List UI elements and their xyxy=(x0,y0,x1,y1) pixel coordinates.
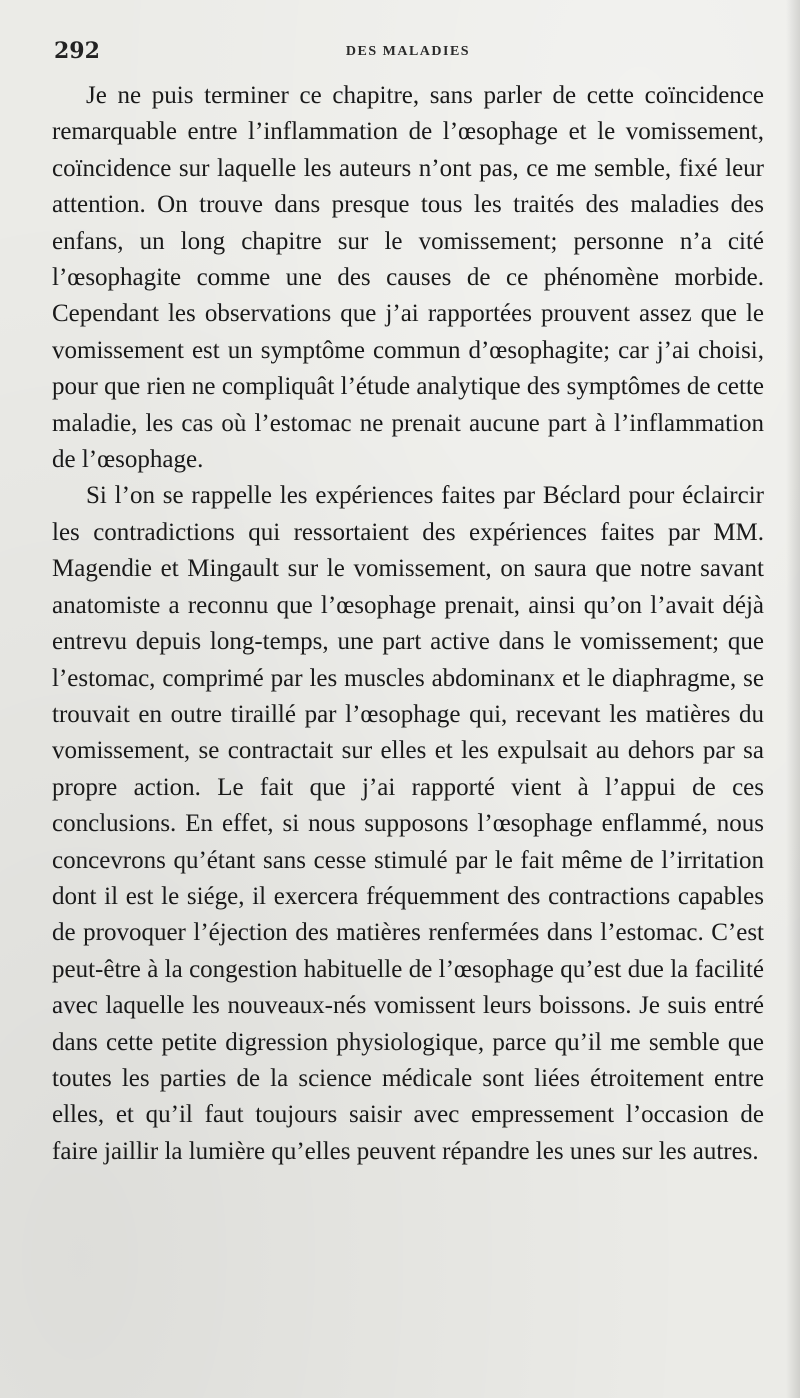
page-edge-shadow xyxy=(786,0,800,1398)
page-number: 292 xyxy=(54,38,100,64)
paragraph-1: Je ne puis terminer ce chapitre, sans parler de cette coïncidence remarquable entre l’inflammation de l’œsophage et le vomissement, coïncidence sur laquelle les auteurs n’ont pas, ce me semble, fixé leur attention. On trouve dans presque tous les traités des maladies des enfans, un long chapitre sur le vomissement; personne n’a cité l’œsophagite comme une des causes de ce phénomène morbide. Cependant les observations que j’ai rapportées prouvent assez que le vomissement est un symptôme commun d’œsophagite; car j’ai choisi, pour que rien ne compliquât l’étude analytique des symptômes de cette maladie, les cas où l’estomac ne prenait aucune part à l’inflammation de l’œsophage. xyxy=(52,82,764,474)
paragraph-2: Si l’on se rappelle les expériences faites par Béclard pour éclaircir les contradictions qui ressortaient des expériences faites par MM. Magendie et Mingault sur le vomissement, on saura que notre savant anatomiste a reconnu que l’œsophage prenait, ainsi qu’on l’avait déjà entrevu depuis long-temps, une part active dans le vomissement; que l’estomac, comprimé par les muscles abdominanx et le diaphragme, se trouvait en outre tiraillé par l’œsophage qui, recevant les matières du vomissement, se contractait sur elles et les expulsait au dehors par sa propre action. Le fait que j’ai rapporté vient à l’appui de ces conclusions. En effet, si nous supposons l’œsophage enflammé, nous concevrons qu’étant sans cesse stimulé par le fait même de l’irritation dont il est le siége, il exercera fréquemment des contractions capables de provoquer l’éjection des matières renfermées dans l’estomac. C’est peut-être à la congestion habituelle de l’œsophage qu’est due la facilité avec laquelle les nouveaux-nés vomissent leurs boissons. Je suis entré dans cette petite digression physiologique, parce qu’il me semble que toutes les parties de la science médicale sont liées étroitement entre elles, et qu’il faut toujours saisir avec empressement l’occasion de faire jaillir la lumière qu’elles peuvent répandre les unes sur les autres. xyxy=(52,482,764,1165)
body-text xyxy=(52,78,764,1170)
running-title: DES MALADIES xyxy=(345,44,471,59)
running-header xyxy=(48,38,768,68)
